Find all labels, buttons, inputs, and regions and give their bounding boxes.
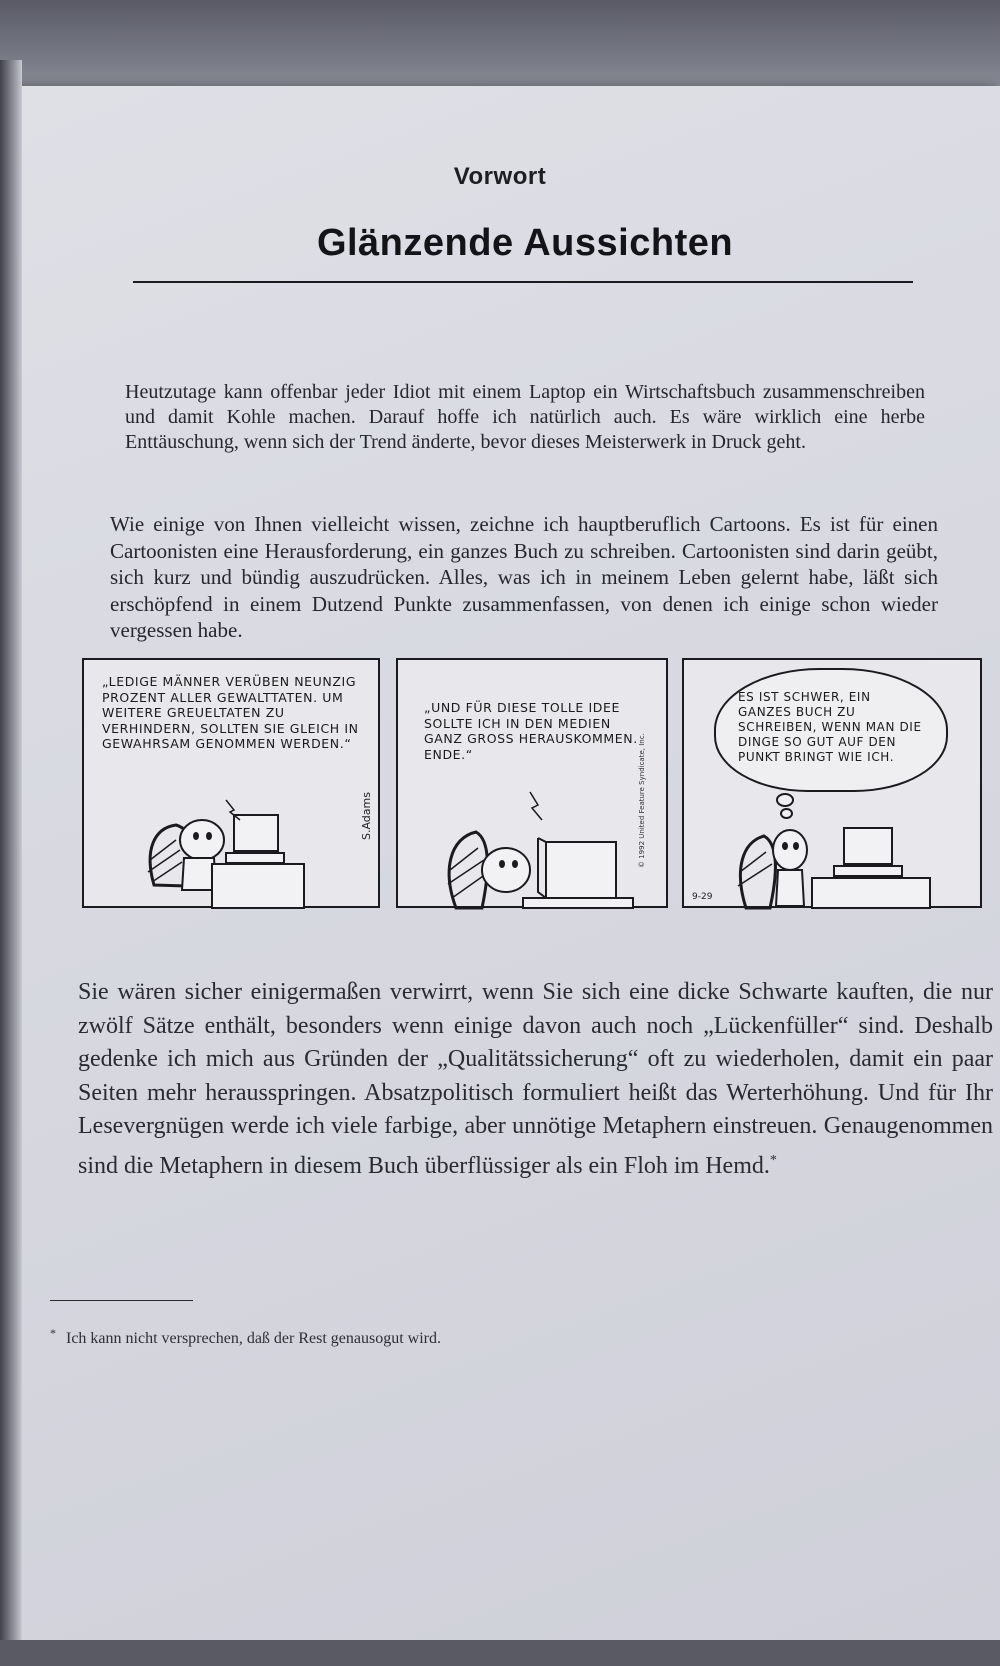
paragraph-3-text: Sie wären sicher einigermaßen verwirrt, wenn Sie sich eine dicke Schwarte kauften, die nur zwölf Sätze enthält, besonders wenn einige davon auch noch „Lückenfüller“ sind. Deshalb gedenke ich mich aus Gründen der „Qualitätssicherung“ oft zu wiederholen, damit ein paar Seiten mehr herausspringen. Absatzpolitisch formuliert heißt das Werterhöhung. Und für Ihr Lesevergnügen werde ich viele farbige, aber unnötige Metaphern einstreuen. Genaugenommen sind die Metaphern in diesem Buch überflüssiger als ein Floh im Hemd. — [78, 979, 993, 1179]
chapter-kicker: Vorwort — [453, 163, 547, 190]
strip-date: 9-29 — [692, 892, 713, 902]
artist-signature: S.Adams — [360, 792, 373, 840]
panel-1-drawing — [84, 660, 382, 910]
panel-1-caption: „LEDIGE MÄNNER VERÜBEN NEUNZIG PROZENT ALLER GEWALTTATEN. UM WEITERE GREUELTATEN ZU VERHINDERN, SOLLTEN SIE GLEICH IN GEWAHRSAM GENOMMEN WERDEN.“ — [102, 674, 359, 751]
footnote-marker: * — [50, 1326, 56, 1340]
background-shadow — [0, 0, 1000, 100]
paragraph-3 — [78, 976, 993, 1183]
comic-strip — [78, 658, 986, 914]
book-spine — [0, 60, 22, 1666]
page-bottom-edge — [0, 1640, 1000, 1666]
paragraph-1: Heutzutage kann offenbar jeder Idiot mit einem Laptop ein Wirtschaftsbuch zusammenschreiben und damit Kohle machen. Darauf hoffe ich natürlich auch. Es wäre wirklich eine herbe Enttäuschung, wenn sich der Trend änderte, bevor dieses Meisterwerk in Druck geht. — [125, 381, 925, 453]
chapter-title: Glänzende Aussichten — [316, 222, 734, 264]
footnote-rule — [50, 1300, 193, 1301]
panel-2-caption: „UND FÜR DIESE TOLLE IDEE SOLLTE ICH IN DEN MEDIEN GANZ GROSS HERAUSKOMMEN. ENDE.“ — [424, 700, 638, 762]
paragraph-2: Wie einige von Ihnen vielleicht wissen, zeichne ich hauptberuflich Cartoons. Es ist für einen Cartoonisten eine Herausforderung, ein ganzes Buch zu schreiben. Cartoonisten sind darin geübt, sich kurz und bündig auszudrücken. Alles, was ich in meinem Leben gelernt habe, läßt sich erschöpfend in einem Dutzend Punkte zusammenfassen, von denen ich einige schon wieder vergessen habe. — [110, 512, 938, 642]
panel-2-drawing — [398, 660, 670, 910]
copyright-notice: © 1992 United Feature Syndicate, Inc. — [638, 733, 646, 868]
comic-panel-2 — [396, 658, 668, 908]
comic-panel-3 — [682, 658, 982, 908]
panel-3-drawing — [684, 660, 984, 910]
footnote — [50, 1326, 650, 1348]
panel-3-caption: ES IST SCHWER, EIN GANZES BUCH ZU SCHREIBEN, WENN MAN DIE DINGE SO GUT AUF DEN PUNKT BRINGT WIE ICH. — [738, 690, 922, 764]
comic-panel-1 — [82, 658, 380, 908]
footnote-text: Ich kann nicht versprechen, daß der Rest genausogut wird. — [66, 1330, 441, 1347]
footnote-reference: * — [769, 1152, 777, 1168]
title-rule — [133, 281, 913, 283]
